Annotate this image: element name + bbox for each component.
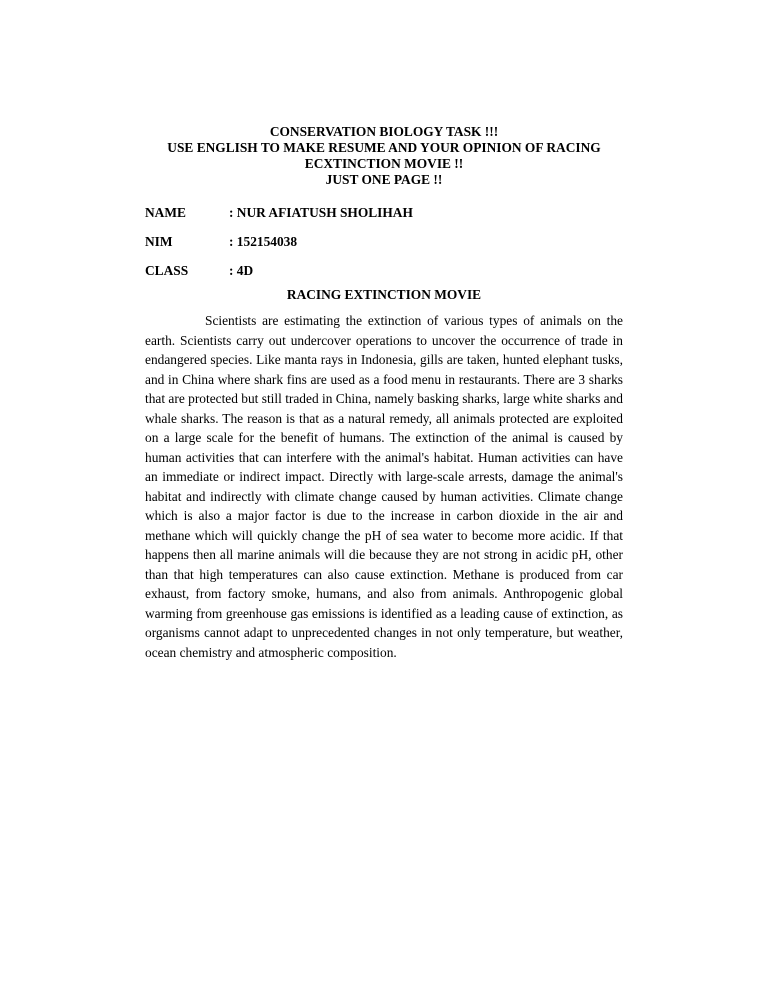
resume-paragraph: Scientists are estimating the extinction of various types of animals on the earth. Scientists carry out undercover operations to uncover the occurrence of trade in endangered species. Like manta rays in Indonesia, gills are taken, hunted elephant tusks, and in China where shark fins are used as a food menu in restaurants. There are 3 sharks that are protected but still traded in China, namely basking sharks, large white sharks and whale sharks. The reason is that as a natural remedy, all animals protected are exploited on a large scale for the benefit of humans. The extinction of the animal is caused by human activities that can interfere with the animal's habitat. Human activities can have an immediate or indirect impact. Directly with large-scale arrests, damage the animal's habitat and indirectly with climate change caused by human activities. Climate change which is also a major factor is due to the increase in carbon dioxide in the air and methane which will quickly change the pH of sea water to become more acidic. If that happens then all marine animals will die because they are not strong in acidic pH, other than that high temperatures can also cause extinction. Methane is produced from car exhaust, from factory smoke, humans, and also from animals. Anthropogenic global warming from greenhouse gas emissions is identified as a leading cause of extinction, as organisms cannot adapt to unprecedented changes in not only temperature, but weather, ocean chemistry and atmospheric composition. xyxy=(145,313,623,660)
nim-value: : 152154038 xyxy=(229,234,298,249)
header-line-3: ECXTINCTION MOVIE !! xyxy=(304,156,464,171)
header-line-1: CONSERVATION BIOLOGY TASK !!! xyxy=(269,124,499,139)
name-label: NAME xyxy=(145,205,186,220)
header-line-2: USE ENGLISH TO MAKE RESUME AND YOUR OPINION OF RACING xyxy=(167,140,601,155)
section-title: RACING EXTINCTION MOVIE xyxy=(286,287,482,302)
document-page xyxy=(145,124,623,675)
class-label: CLASS xyxy=(145,263,189,278)
name-value: : NUR AFIATUSH SHOLIHAH xyxy=(229,205,413,220)
class-value: : 4D xyxy=(229,263,254,278)
name-row xyxy=(145,205,623,221)
nim-label: NIM xyxy=(145,234,173,249)
class-row xyxy=(145,263,623,279)
nim-row xyxy=(145,234,623,250)
task-header xyxy=(145,124,623,188)
student-info xyxy=(145,205,623,279)
header-line-4: JUST ONE PAGE !! xyxy=(325,172,443,187)
